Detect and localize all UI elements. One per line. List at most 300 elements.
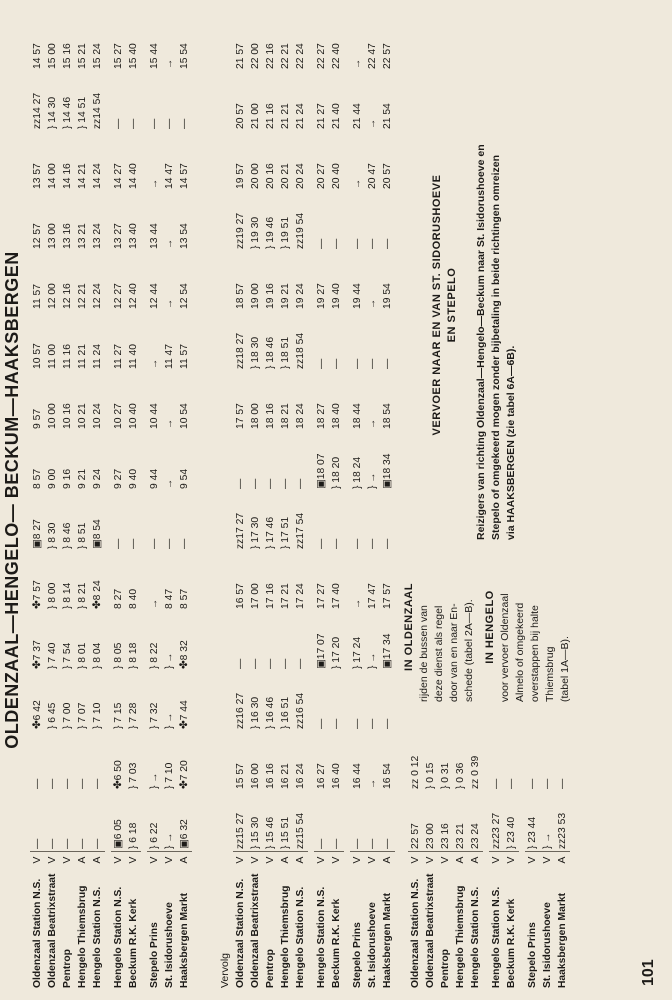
departure-time: — — [316, 838, 327, 849]
arrival-departure-marker: A — [468, 852, 483, 869]
departure-time: — — [92, 778, 103, 789]
arrival-departure-marker: V — [147, 852, 162, 869]
station-name: Haaksbergen Markt — [557, 893, 568, 988]
departure-time: — — [113, 538, 124, 549]
departure-time: } 8 18 — [128, 642, 139, 669]
departure-time: — — [113, 118, 124, 129]
departure-time: 15 00 — [47, 43, 58, 69]
station-name: Pentrop — [62, 949, 73, 988]
departure-time: — — [352, 238, 363, 249]
departure-time: 8 57 — [32, 468, 43, 489]
departure-time: 21 27 — [316, 103, 327, 129]
station-name: Haaksbergen Markt — [179, 893, 190, 988]
table-row — [162, 11, 177, 990]
departure-time: ✤7 20 — [179, 760, 190, 789]
departure-time: — — [265, 658, 276, 669]
note-line: schede (tabel 2A—B). — [463, 599, 475, 702]
departure-time: ✤7 44 — [179, 700, 190, 729]
departure-time: 12 24 — [92, 283, 103, 309]
departure-time: 18 57 — [235, 283, 246, 309]
departure-time: } 18 30 — [250, 336, 261, 369]
departure-time: } → — [149, 772, 160, 789]
table-row — [540, 731, 555, 990]
departure-time: ✤6 42 — [32, 700, 43, 729]
departure-time: — — [316, 358, 327, 369]
departure-time: } 7 40 — [47, 642, 58, 669]
departure-time: — — [149, 538, 160, 549]
table-row — [468, 731, 483, 990]
departure-time: 15 27 — [113, 43, 124, 69]
arrival-departure-marker: V — [111, 852, 126, 869]
departure-time: ▣8 54 — [92, 519, 103, 549]
departure-time: → — [352, 58, 363, 69]
table-row — [408, 731, 423, 990]
departure-time: 12 16 — [62, 283, 73, 309]
departure-time: 20 57 — [235, 103, 246, 129]
departure-time: — — [382, 358, 393, 369]
note-vervoer-text — [474, 70, 519, 540]
departure-time: zz23 27 — [491, 812, 502, 849]
departure-time: 18 24 — [295, 403, 306, 429]
departure-time: 19 54 — [382, 283, 393, 309]
departure-time: } 15 30 — [250, 816, 261, 849]
arrival-departure-marker: V — [162, 852, 177, 869]
departure-time: → — [367, 298, 378, 309]
departure-time: 15 40 — [128, 43, 139, 69]
table-row — [438, 731, 453, 990]
departure-time: } → — [164, 832, 175, 849]
departure-time: — — [491, 778, 502, 789]
departure-time: 9 40 — [128, 468, 139, 489]
departure-time: — — [235, 658, 246, 669]
note-line: Stepelo of omgekeerd mogen zonder bijbetaling in beide richtingen omreizen — [490, 154, 502, 540]
departure-time: zz17 54 — [295, 512, 306, 549]
departure-time: — — [382, 838, 393, 849]
departure-time: 10 57 — [32, 343, 43, 369]
departure-time: 15 24 — [92, 43, 103, 69]
departure-time: — — [506, 778, 517, 789]
departure-time: → — [352, 598, 363, 609]
departure-time: 9 54 — [179, 468, 190, 489]
departure-time: zz23 53 — [557, 812, 568, 849]
departure-time: 15 44 — [149, 43, 160, 69]
departure-time: ✤8 24 — [92, 580, 103, 609]
arrival-departure-marker: V — [314, 852, 329, 869]
departure-time: — — [265, 478, 276, 489]
departure-time: 13 54 — [179, 223, 190, 249]
departure-time: } 6 18 — [128, 822, 139, 849]
departure-time: 12 57 — [32, 223, 43, 249]
departure-time: zz 0 39 — [470, 755, 481, 789]
departure-time: 11 57 — [32, 283, 43, 309]
departure-time: 10 44 — [149, 403, 160, 429]
departure-time: } 8 04 — [92, 642, 103, 669]
departure-time: ✤7 37 — [32, 640, 43, 669]
departure-time: 14 00 — [47, 163, 58, 189]
departure-time: 20 16 — [265, 163, 276, 189]
departure-time: 14 40 — [128, 163, 139, 189]
arrival-departure-marker: V — [423, 852, 438, 869]
departure-time: } 8 21 — [77, 582, 88, 609]
station-name: Oldenzaal Station N.S. — [410, 878, 421, 988]
departure-time: — — [47, 838, 58, 849]
departure-time: 18 16 — [265, 403, 276, 429]
departure-time: 19 40 — [331, 283, 342, 309]
departure-time: 11 27 — [113, 343, 124, 369]
departure-time: 16 21 — [280, 763, 291, 789]
departure-time: 16 57 — [235, 583, 246, 609]
departure-time: 14 24 — [92, 163, 103, 189]
departure-time: ✤6 50 — [113, 760, 124, 789]
arrival-departure-marker: V — [60, 852, 75, 869]
departure-time: } 0 15 — [425, 762, 436, 789]
departure-time: 14 16 — [62, 163, 73, 189]
table-row — [263, 11, 278, 990]
departure-time: } 8 30 — [47, 522, 58, 549]
station-name: St. Isidorushoeve — [164, 902, 175, 988]
departure-time: 12 00 — [47, 283, 58, 309]
departure-time: 10 16 — [62, 403, 73, 429]
departure-time: 11 24 — [92, 343, 103, 369]
departure-time: — — [92, 838, 103, 849]
departure-time: — — [331, 358, 342, 369]
departure-time: 16 16 — [265, 763, 276, 789]
note-oldenzaal — [402, 552, 573, 702]
departure-time: zz17 27 — [235, 512, 246, 549]
departure-time: 18 21 — [280, 403, 291, 429]
departure-time: } 7 03 — [128, 762, 139, 789]
departure-time: } 18 20 — [331, 456, 342, 489]
table-row — [293, 11, 308, 990]
departure-time: — — [382, 718, 393, 729]
departure-time: 13 21 — [77, 223, 88, 249]
table-row — [177, 11, 192, 990]
table-row — [75, 11, 90, 990]
departure-time: 22 21 — [280, 43, 291, 69]
table-row — [423, 731, 438, 990]
departure-time: — — [250, 478, 261, 489]
departure-time: 10 24 — [92, 403, 103, 429]
arrival-departure-marker: V — [126, 852, 141, 869]
station-name: Pentrop — [265, 949, 276, 988]
station-name: St. Isidorushoeve — [367, 902, 378, 988]
departure-time: 22 00 — [250, 43, 261, 69]
departure-time: } 7 28 — [128, 702, 139, 729]
departure-time: — — [367, 358, 378, 369]
departure-time: ▣6 05 — [113, 819, 124, 849]
departure-time: 20 24 — [295, 163, 306, 189]
timetable-vervolg — [218, 11, 395, 990]
departure-time: zz19 27 — [235, 212, 246, 249]
departure-time: 9 44 — [149, 468, 160, 489]
departure-time: 17 21 — [280, 583, 291, 609]
departure-time: } 8 51 — [77, 522, 88, 549]
departure-time: 11 40 — [128, 343, 139, 369]
departure-time: zz 0 12 — [410, 755, 421, 789]
departure-time: — — [77, 838, 88, 849]
timetable-main — [30, 11, 192, 990]
departure-time: } 8 22 — [149, 642, 160, 669]
departure-time: 21 00 — [250, 103, 261, 129]
arrival-departure-marker: V — [329, 852, 344, 869]
departure-time: 10 54 — [179, 403, 190, 429]
departure-time: 12 27 — [113, 283, 124, 309]
departure-time: — — [352, 718, 363, 729]
departure-time: — — [367, 238, 378, 249]
departure-time: } 18 24 — [352, 456, 363, 489]
arrival-departure-marker: A — [293, 852, 308, 869]
departure-time: → — [367, 118, 378, 129]
table-row — [248, 11, 263, 990]
departure-time: } 7 00 — [62, 702, 73, 729]
arrival-departure-marker: V — [233, 852, 248, 869]
departure-time: ✤7 57 — [32, 580, 43, 609]
departure-time: } 16 51 — [280, 696, 291, 729]
table-row — [380, 11, 395, 990]
departure-time: 13 24 — [92, 223, 103, 249]
vervolg-row — [218, 11, 233, 990]
departure-time: zz19 54 — [295, 212, 306, 249]
departure-time: 20 00 — [250, 163, 261, 189]
departure-time: 10 27 — [113, 403, 124, 429]
departure-time: zz18 27 — [235, 332, 246, 369]
departure-time: — — [179, 118, 190, 129]
departure-time: 14 57 — [179, 163, 190, 189]
departure-time: 21 57 — [235, 43, 246, 69]
departure-time: → — [149, 358, 160, 369]
departure-time: 15 54 — [179, 43, 190, 69]
departure-time: 10 21 — [77, 403, 88, 429]
departure-time: 20 40 — [331, 163, 342, 189]
station-name: Oldenzaal Beatrixstraat — [425, 873, 436, 988]
departure-time: 9 00 — [47, 468, 58, 489]
departure-time: 19 16 — [265, 283, 276, 309]
note-line: deze dienst als regel — [433, 605, 445, 702]
departure-time: 8 57 — [179, 588, 190, 609]
departure-time: 13 27 — [113, 223, 124, 249]
departure-time: 18 40 — [331, 403, 342, 429]
departure-time: } 23 40 — [506, 816, 517, 849]
departure-time: 10 40 — [128, 403, 139, 429]
departure-time: 11 57 — [179, 343, 190, 369]
table-row — [329, 11, 344, 990]
departure-time: } 14 30 — [47, 96, 58, 129]
departure-time: — — [164, 538, 175, 549]
departure-time: 11 21 — [77, 343, 88, 369]
departure-time: } → — [367, 472, 378, 489]
departure-time: } 15 51 — [280, 816, 291, 849]
station-name: Beckum R.K. Kerk — [128, 898, 139, 988]
departure-time: — — [331, 538, 342, 549]
departure-time: 21 54 — [382, 103, 393, 129]
departure-time: 21 16 — [265, 103, 276, 129]
departure-time: — — [367, 838, 378, 849]
station-name: Oldenzaal Station N.S. — [32, 878, 43, 988]
note-line: rijden de bussen van — [418, 605, 430, 702]
arrival-departure-marker: A — [453, 852, 468, 869]
departure-time: — — [128, 118, 139, 129]
departure-time: 13 40 — [128, 223, 139, 249]
departure-time: 18 54 — [382, 403, 393, 429]
departure-time: — — [352, 358, 363, 369]
departure-time: 14 21 — [77, 163, 88, 189]
table-row — [278, 11, 293, 990]
timetable-late — [408, 731, 570, 990]
arrival-departure-marker: V — [365, 852, 380, 869]
departure-time: → — [149, 178, 160, 189]
departure-time: — — [331, 238, 342, 249]
departure-time: 8 27 — [113, 588, 124, 609]
departure-time: 22 40 — [331, 43, 342, 69]
departure-time: — — [32, 778, 43, 789]
note-line: door van en naar En- — [448, 603, 460, 702]
departure-time: ▣8 27 — [32, 519, 43, 549]
departure-time: — — [280, 478, 291, 489]
station-name: St. Isidorushoeve — [542, 902, 553, 988]
departure-time: 18 00 — [250, 403, 261, 429]
departure-time: — — [382, 238, 393, 249]
departure-time: 8 40 — [128, 588, 139, 609]
departure-time: 11 00 — [47, 343, 58, 369]
departure-time: ▣18 07 — [316, 453, 327, 489]
departure-time: } 17 24 — [352, 636, 363, 669]
station-name: Beckum R.K. Kerk — [506, 898, 517, 988]
departure-time: 11 16 — [62, 343, 73, 369]
departure-time: } 14 46 — [62, 96, 73, 129]
departure-time: — — [527, 778, 538, 789]
station-name: Hengelo Thiemsbrug — [280, 885, 291, 988]
departure-time: 18 44 — [352, 403, 363, 429]
departure-time: zz15 27 — [235, 812, 246, 849]
arrival-departure-marker: V — [525, 852, 540, 869]
note-line: Almelo of omgekeerd — [514, 602, 526, 702]
departure-time: 19 24 — [295, 283, 306, 309]
departure-time: 13 44 — [149, 223, 160, 249]
departure-time: } 0 36 — [455, 762, 466, 789]
departure-time: 23 24 — [470, 823, 481, 849]
station-name: Stepelo Prins — [352, 922, 363, 988]
departure-time: 19 27 — [316, 283, 327, 309]
station-name: Oldenzaal Station N.S. — [235, 878, 246, 988]
table-row — [111, 11, 126, 990]
departure-time: } 8 46 — [62, 522, 73, 549]
arrival-departure-marker: A — [177, 852, 192, 869]
departure-time: } 7 54 — [62, 642, 73, 669]
departure-time: 23 16 — [440, 823, 451, 849]
departure-time: — — [280, 658, 291, 669]
departure-time: — — [77, 778, 88, 789]
departure-time: 22 27 — [316, 43, 327, 69]
departure-time: 17 57 — [235, 403, 246, 429]
vervolg-label: Vervolg — [219, 952, 231, 988]
note-oldenzaal-text — [417, 552, 477, 702]
station-name: Hengelo Station N.S. — [491, 886, 502, 988]
departure-time: 16 54 — [382, 763, 393, 789]
table-row — [45, 11, 60, 990]
departure-time: } 6 45 — [47, 702, 58, 729]
departure-time: 16 44 — [352, 763, 363, 789]
arrival-departure-marker: V — [30, 852, 45, 869]
departure-time: 19 00 — [250, 283, 261, 309]
departure-time: 20 21 — [280, 163, 291, 189]
departure-time: → — [164, 298, 175, 309]
station-name: Stepelo Prins — [527, 922, 538, 988]
departure-time: 17 16 — [265, 583, 276, 609]
departure-time: } 19 51 — [280, 216, 291, 249]
departure-time: 12 40 — [128, 283, 139, 309]
departure-time: — — [62, 778, 73, 789]
departure-time: — — [128, 538, 139, 549]
departure-time: } 8 01 — [77, 642, 88, 669]
station-name: Hengelo Station N.S. — [92, 886, 103, 988]
station-name: Hengelo Station N.S. — [113, 886, 124, 988]
departure-time: 11 47 — [164, 343, 175, 369]
departure-time: } 8 00 — [47, 582, 58, 609]
departure-time: 21 21 — [280, 103, 291, 129]
station-name: Stepelo Prins — [149, 922, 160, 988]
departure-time: } 15 46 — [265, 816, 276, 849]
table-row — [60, 11, 75, 990]
departure-time: 22 16 — [265, 43, 276, 69]
departure-time: 23 00 — [425, 823, 436, 849]
departure-time: — — [47, 778, 58, 789]
departure-time: 19 44 — [352, 283, 363, 309]
departure-time: — — [235, 478, 246, 489]
departure-time: } 0 31 — [440, 762, 451, 789]
departure-time: → — [164, 58, 175, 69]
arrival-departure-marker: V — [408, 852, 423, 869]
table-row — [233, 11, 248, 990]
departure-time: — — [542, 778, 553, 789]
arrival-departure-marker: V — [248, 852, 263, 869]
departure-time: 21 40 — [331, 103, 342, 129]
page-title: OLDENZAAL—HENGELO— BECKUM—HAAKSBERGEN — [2, 251, 22, 749]
departure-time: 16 24 — [295, 763, 306, 789]
departure-time: → — [367, 778, 378, 789]
arrival-departure-marker: V — [350, 852, 365, 869]
arrival-departure-marker: A — [75, 852, 90, 869]
departure-time: } 7 15 — [113, 702, 124, 729]
table-row — [30, 11, 45, 990]
departure-time: 9 16 — [62, 468, 73, 489]
departure-time: — — [367, 718, 378, 729]
departure-time: 9 21 — [77, 468, 88, 489]
departure-time: 13 57 — [32, 163, 43, 189]
departure-time: 9 24 — [92, 468, 103, 489]
departure-time: ▣6 32 — [179, 819, 190, 849]
departure-time: zz16 54 — [295, 692, 306, 729]
note-line: Thiemsbrug — [544, 646, 556, 702]
departure-time: 22 24 — [295, 43, 306, 69]
departure-time: 15 21 — [77, 43, 88, 69]
table-row — [147, 11, 162, 990]
departure-time: — — [557, 778, 568, 789]
table-row — [555, 731, 570, 990]
departure-time: → — [164, 238, 175, 249]
departure-time: → — [164, 418, 175, 429]
departure-time: ✤8 32 — [179, 640, 190, 669]
departure-time: 17 24 — [295, 583, 306, 609]
arrival-departure-marker: V — [504, 852, 519, 869]
departure-time: 8 47 — [164, 588, 175, 609]
departure-time: } 16 30 — [250, 696, 261, 729]
departure-time: — — [316, 538, 327, 549]
departure-time: } 18 46 — [265, 336, 276, 369]
departure-time: } 18 51 — [280, 336, 291, 369]
table-row — [314, 11, 329, 990]
departure-time: } 17 30 — [250, 516, 261, 549]
departure-time: 20 47 — [367, 163, 378, 189]
